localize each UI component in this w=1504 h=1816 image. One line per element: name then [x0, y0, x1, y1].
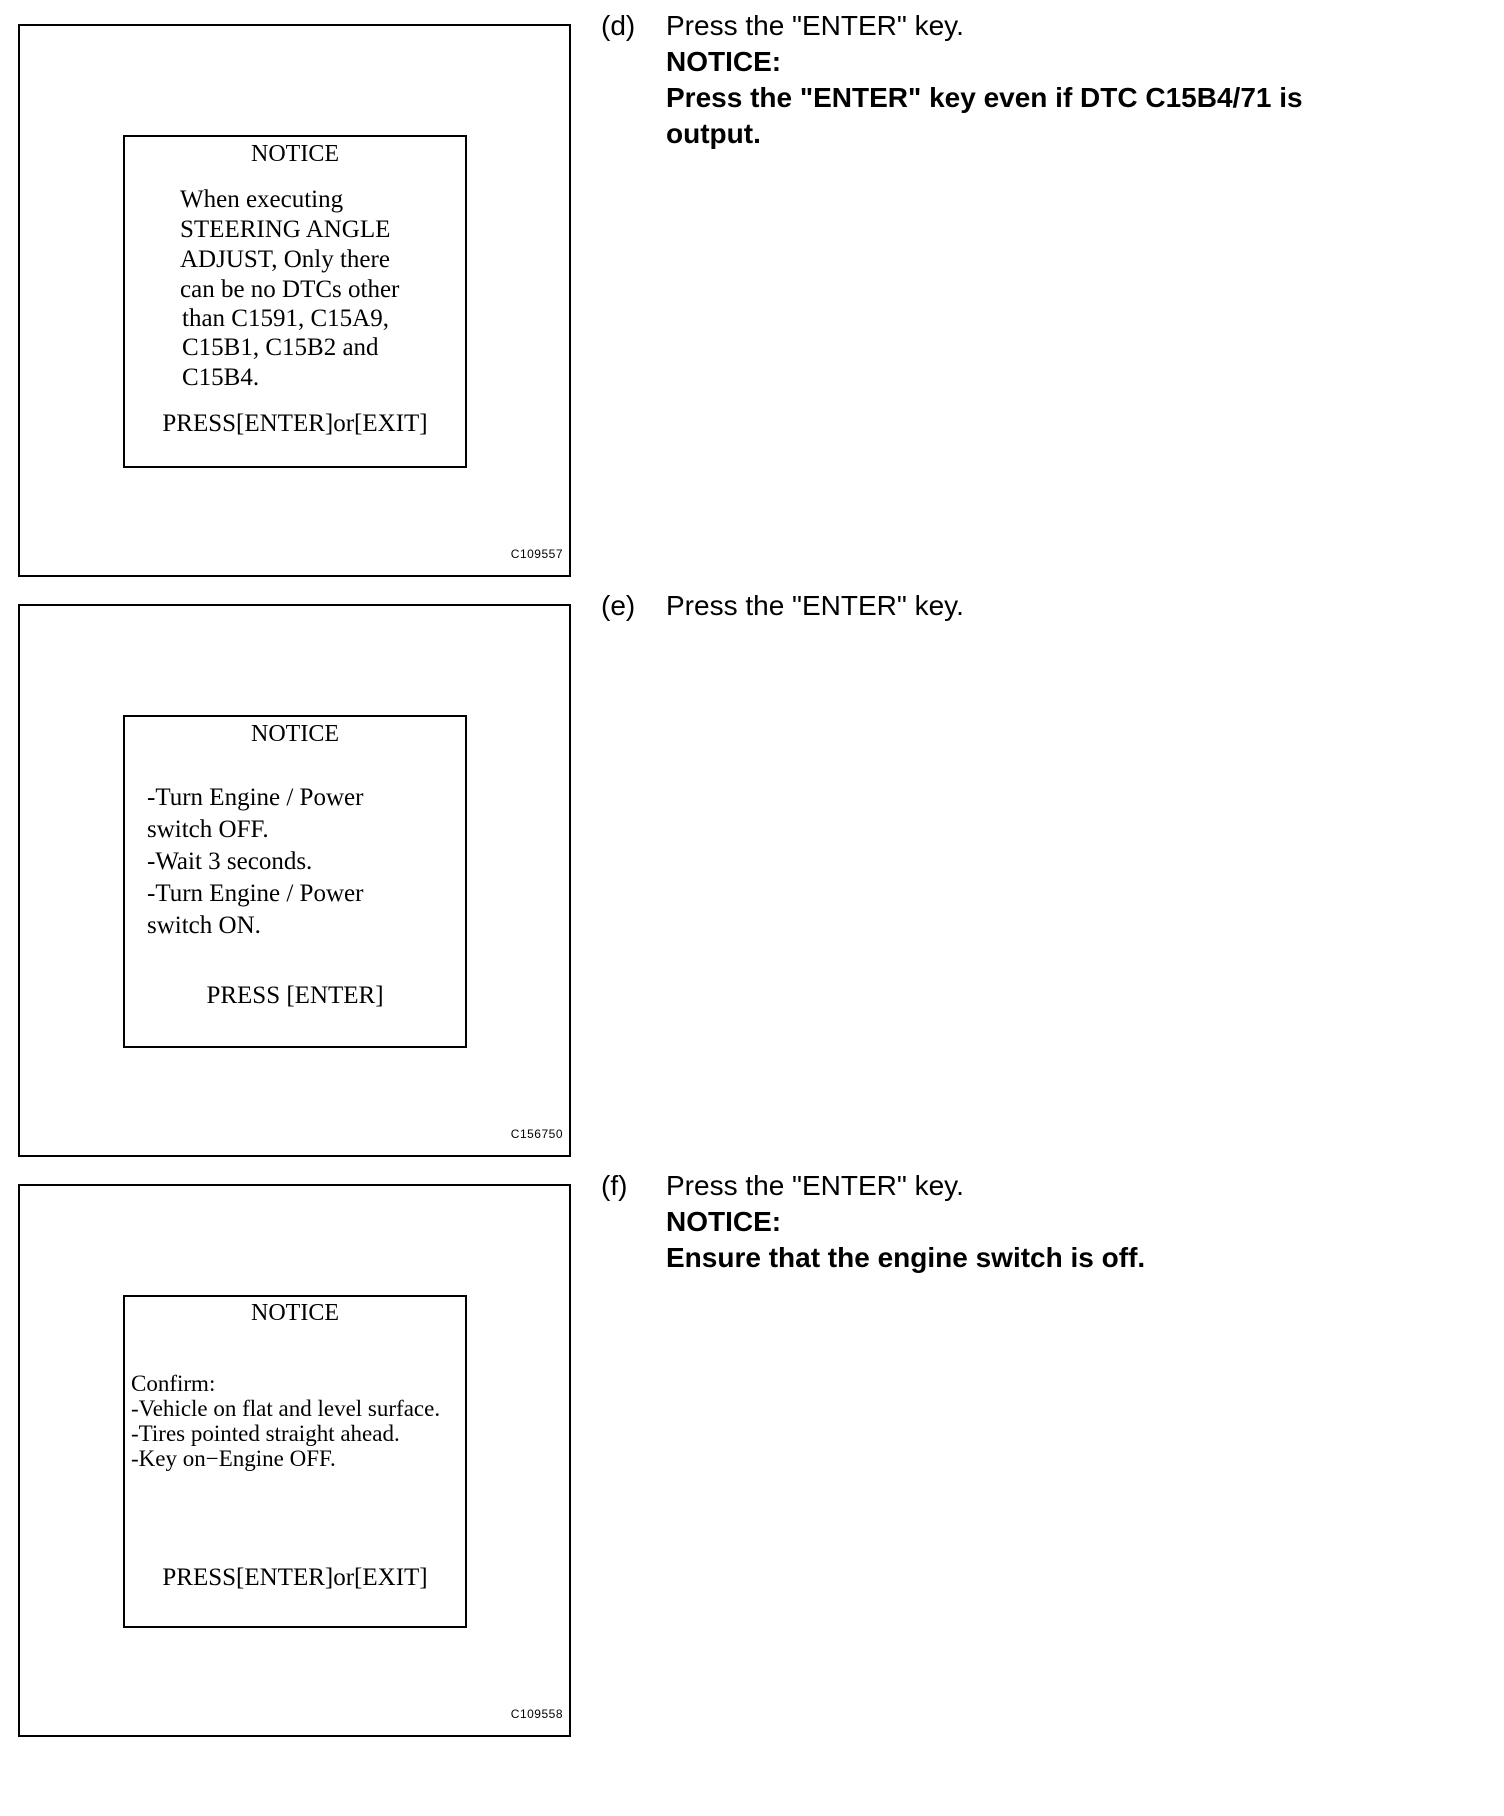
screen-line: switch OFF. [147, 816, 269, 843]
screen-line: -Key on−Engine OFF. [131, 1446, 336, 1471]
step-body [666, 1168, 1481, 1276]
screen-title: NOTICE [251, 141, 339, 167]
screen-press-prompt: PRESS[ENTER]or[EXIT] [162, 1564, 428, 1591]
step-body [666, 588, 1481, 624]
step-e [601, 588, 1481, 628]
tester-screen [123, 1295, 467, 1628]
tester-screen [123, 715, 467, 1048]
screen-title: NOTICE [251, 721, 339, 747]
notice-label: NOTICE: [666, 1206, 782, 1237]
step-letter: (f) [601, 1170, 628, 1201]
step-f [601, 1168, 1481, 1288]
screen-line: -Wait 3 seconds. [147, 848, 313, 875]
step-instruction: Press the "ENTER" key. [666, 10, 964, 41]
screen-line: -Turn Engine / Power [147, 784, 364, 811]
screen-line: C15B1, C15B2 and [182, 334, 379, 361]
screen-line: -Tires pointed straight ahead. [131, 1421, 400, 1446]
step-instruction: Press the "ENTER" key. [666, 1170, 964, 1201]
figure-steering-angle-adjust-notice [18, 24, 571, 577]
screen-line: When executing [180, 186, 344, 213]
step-body [666, 8, 1481, 152]
screen-line: ADJUST, Only there [180, 246, 390, 273]
step-instruction: Press the "ENTER" key. [666, 590, 964, 621]
notice-text: Ensure that the engine switch is off. [666, 1242, 1146, 1273]
tester-screen [123, 135, 467, 468]
figure-id: C156750 [510, 1127, 563, 1141]
screen-line: than C1591, C15A9, [182, 305, 389, 332]
screen-press-prompt: PRESS[ENTER]or[EXIT] [162, 410, 428, 437]
screen-line: STEERING ANGLE [180, 216, 391, 243]
screen-press-prompt: PRESS [ENTER] [206, 982, 384, 1009]
step-letter: (e) [601, 590, 636, 621]
notice-text: output. [666, 118, 761, 149]
screen-line: can be no DTCs other [180, 276, 400, 303]
step-letter: (d) [601, 10, 636, 41]
screen-line: Confirm: [131, 1371, 216, 1396]
step-d [601, 8, 1481, 158]
screen-line: -Turn Engine / Power [147, 880, 364, 907]
figure-power-switch-notice [18, 604, 571, 1157]
screen-line: switch ON. [147, 912, 261, 939]
screen-line: C15B4. [182, 364, 260, 391]
notice-label: NOTICE: [666, 46, 782, 77]
figure-confirm-notice [18, 1184, 571, 1737]
notice-text: Press the "ENTER" key even if DTC C15B4/71 is [666, 82, 1303, 113]
figure-id: C109558 [510, 1707, 563, 1721]
screen-line: -Vehicle on flat and level surface. [131, 1396, 441, 1421]
screen-title: NOTICE [251, 1300, 339, 1326]
figure-id: C109557 [510, 547, 563, 561]
